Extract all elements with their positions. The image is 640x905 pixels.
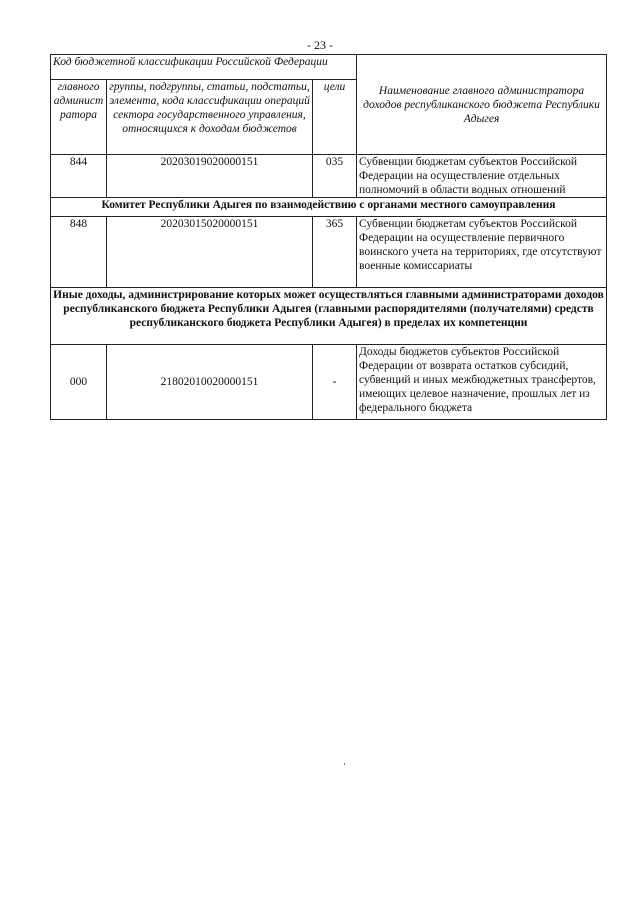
revenue-name-cell: Доходы бюджетов субъектов Российской Федерации от возврата остатков субсидий, субвенций и иных межбюджетных трансфертов, имеющих целевое назначение, прошлых лет из федерального бюджета bbox=[357, 345, 607, 420]
table-header-row bbox=[51, 55, 607, 80]
section-row bbox=[51, 198, 607, 217]
page-number: - 23 - bbox=[307, 38, 333, 52]
header-budget-code: Код бюджетной классификации Российской Федерации bbox=[51, 55, 357, 80]
purpose-code-cell: 365 bbox=[313, 217, 357, 288]
header-col-admin: главного админист ратора bbox=[51, 80, 107, 155]
budget-classification-table bbox=[50, 54, 607, 420]
table-row bbox=[51, 155, 607, 198]
scan-speck bbox=[344, 763, 345, 765]
header-col-groups: группы, подгруппы, статьи, подстатьи, элемента, кода классификации операций сектора государственного управления, относящихся к доходам бюджетов bbox=[107, 80, 313, 155]
header-col-purpose: цели bbox=[313, 80, 357, 155]
classification-code-cell: 20203015020000151 bbox=[107, 217, 313, 288]
header-admin-name: Наименование главного администратора доходов республиканского бюджета Республики Адыгея bbox=[357, 55, 607, 155]
section-row bbox=[51, 288, 607, 345]
classification-code-cell: 21802010020000151 bbox=[107, 345, 313, 420]
section-other-income-title: Иные доходы, администрирование которых может осуществляться главными администраторами доходов республиканского бюджета Республики Адыгея (главными распорядителями (получателями) средств республиканского бюджета Республики Адыгея) в пределах их компетенции bbox=[51, 288, 607, 345]
admin-code-cell: 844 bbox=[51, 155, 107, 198]
admin-code-cell: 000 bbox=[51, 345, 107, 420]
classification-code-cell: 20203019020000151 bbox=[107, 155, 313, 198]
revenue-name-cell: Субвенции бюджетам субъектов Российской Федерации на осуществление первичного воинского учета на территориях, где отсутствуют военные комиссариаты bbox=[357, 217, 607, 288]
purpose-code-cell: 035 bbox=[313, 155, 357, 198]
table-row bbox=[51, 345, 607, 420]
purpose-code-cell: - bbox=[313, 345, 357, 420]
section-committee-title: Комитет Республики Адыгея по взаимодействию с органами местного самоуправления bbox=[51, 198, 607, 217]
revenue-name-cell: Субвенции бюджетам субъектов Российской Федерации на осуществление отдельных полномочий в области водных отношений bbox=[357, 155, 607, 198]
table-row bbox=[51, 217, 607, 288]
admin-code-cell: 848 bbox=[51, 217, 107, 288]
